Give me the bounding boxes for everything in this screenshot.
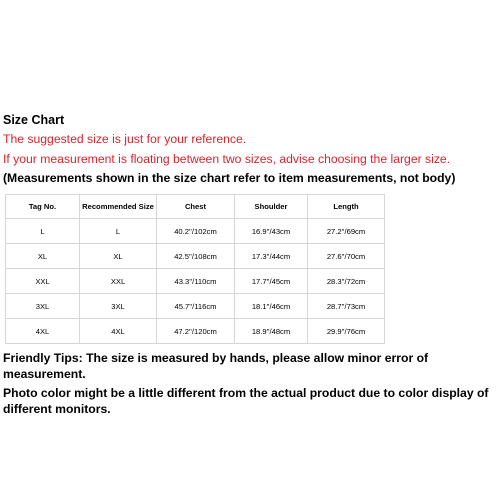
larger-size-note: If your measurement is floating between two sizes, advise choosing the larger size.: [3, 151, 451, 166]
cell-length: 29.9''/76cm: [308, 319, 385, 344]
header-tag-no: Tag No.: [6, 195, 80, 219]
cell-tag-no: 4XL: [6, 319, 80, 344]
cell-recommended-size: L: [80, 219, 157, 244]
cell-shoulder: 18.9''/48cm: [235, 319, 308, 344]
cell-chest: 47.2''/120cm: [157, 319, 235, 344]
table-row: [6, 244, 385, 269]
cell-recommended-size: XL: [80, 244, 157, 269]
cell-length: 28.7''/73cm: [308, 294, 385, 319]
size-chart-section: [3, 111, 497, 420]
friendly-tips: Friendly Tips: The size is measured by hands, please allow minor error of measurement.: [3, 351, 429, 381]
page-title: Size Chart: [3, 113, 65, 127]
cell-length: 28.3''/72cm: [308, 269, 385, 294]
header-shoulder: Shoulder: [235, 195, 308, 219]
cell-chest: 45.7''/116cm: [157, 294, 235, 319]
table-row: [6, 269, 385, 294]
header-recommended-size: Recommended Size: [80, 195, 157, 219]
cell-tag-no: XL: [6, 244, 80, 269]
cell-recommended-size: 4XL: [80, 319, 157, 344]
size-table: [5, 194, 385, 344]
cell-tag-no: L: [6, 219, 80, 244]
header-length: Length: [308, 195, 385, 219]
cell-chest: 43.3''/110cm: [157, 269, 235, 294]
cell-length: 27.6''/70cm: [308, 244, 385, 269]
header-chest: Chest: [157, 195, 235, 219]
cell-tag-no: XXL: [6, 269, 80, 294]
cell-chest: 42.5''/108cm: [157, 244, 235, 269]
cell-recommended-size: XXL: [80, 269, 157, 294]
table-row: [6, 319, 385, 344]
cell-chest: 40.2''/102cm: [157, 219, 235, 244]
cell-length: 27.2''/69cm: [308, 219, 385, 244]
cell-tag-no: 3XL: [6, 294, 80, 319]
cell-recommended-size: 3XL: [80, 294, 157, 319]
table-header-row: [6, 195, 385, 219]
cell-shoulder: 16.9''/43cm: [235, 219, 308, 244]
table-row: [6, 294, 385, 319]
tips-section: [3, 350, 497, 417]
cell-shoulder: 18.1''/46cm: [235, 294, 308, 319]
reference-note: The suggested size is just for your reference.: [3, 132, 247, 146]
cell-shoulder: 17.3''/44cm: [235, 244, 308, 269]
cell-shoulder: 17.7''/45cm: [235, 269, 308, 294]
table-row: [6, 219, 385, 244]
measurement-note: (Measurements shown in the size chart refer to item measurements, not body): [3, 171, 456, 185]
photo-color-tip: Photo color might be a little different from the actual product due to color display of different monitors.: [3, 386, 489, 416]
